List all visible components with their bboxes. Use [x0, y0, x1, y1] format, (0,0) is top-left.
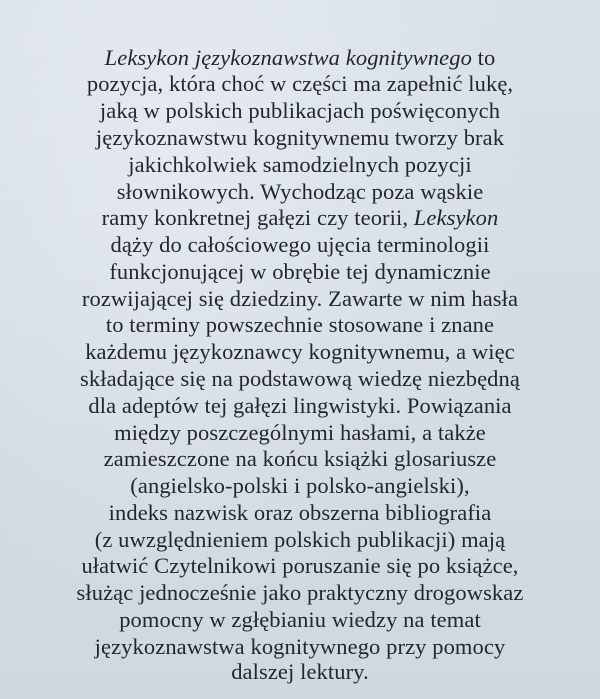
blurb-line: między poszczególnymi hasłami, a także	[114, 420, 486, 445]
blurb-line: jaką w polskich publikacjach poświęconych	[99, 98, 501, 123]
blurb-line: jakichkolwiek samodzielnych pozycji	[128, 152, 472, 177]
blurb-line: (angielsko-polski i polsko-angielski),	[130, 473, 470, 498]
blurb-line: każdemu językoznawcy kognitywnemu, a więc	[85, 339, 515, 364]
blurb-line: ramy konkretnej gałęzi czy teorii, Leksykon	[101, 205, 499, 230]
blurb-line: językoznawstwu kognitywnemu tworzy brak	[95, 125, 505, 150]
blurb-line: indeks nazwisk oraz obszerna bibliografia	[108, 500, 492, 525]
blurb-line: Leksykon językoznawstwa kognitywnego to	[104, 45, 496, 70]
blurb-line: funkcjonującej w obrębie tej dynamicznie	[109, 259, 491, 284]
blurb-line: ułatwić Czytelnikowi poruszanie się po książce,	[81, 553, 519, 578]
blurb-line: to terminy powszechnie stosowane i znane	[105, 312, 495, 337]
blurb-line: rozwijającej się dziedziny. Zawarte w nim hasła	[81, 286, 519, 311]
blurb-line: dla adeptów tej gałęzi lingwistyki. Powiązania	[88, 393, 512, 418]
book-title-short-italic: Leksykon	[413, 205, 499, 230]
blurb-line: (z uwzględnieniem polskich publikacji) mają	[94, 527, 506, 552]
book-title-italic: Leksykon językoznawstwa kognitywnego	[104, 45, 472, 70]
blurb-line: pomocny w zgłębianiu wiedzy na temat	[119, 607, 481, 632]
blurb-line: dalszej lektury.	[231, 659, 369, 684]
blurb-line: pozycja, która choć w części ma zapełnić lukę,	[86, 71, 514, 96]
blurb-line: słownikowych. Wychodząc poza wąskie	[116, 179, 484, 204]
blurb-line: zamieszczone na końcu książki glosariusze	[103, 446, 497, 471]
blurb-line: językoznawstwa kognitywnego przy pomocy	[94, 634, 506, 659]
blurb-line: służąc jednocześnie jako praktyczny drogowskaz	[76, 580, 524, 605]
blurb-line: dąży do całościowego ujęcia terminologii	[110, 232, 490, 257]
blurb-line: składające się na podstawową wiedzę niezbędną	[80, 366, 520, 391]
